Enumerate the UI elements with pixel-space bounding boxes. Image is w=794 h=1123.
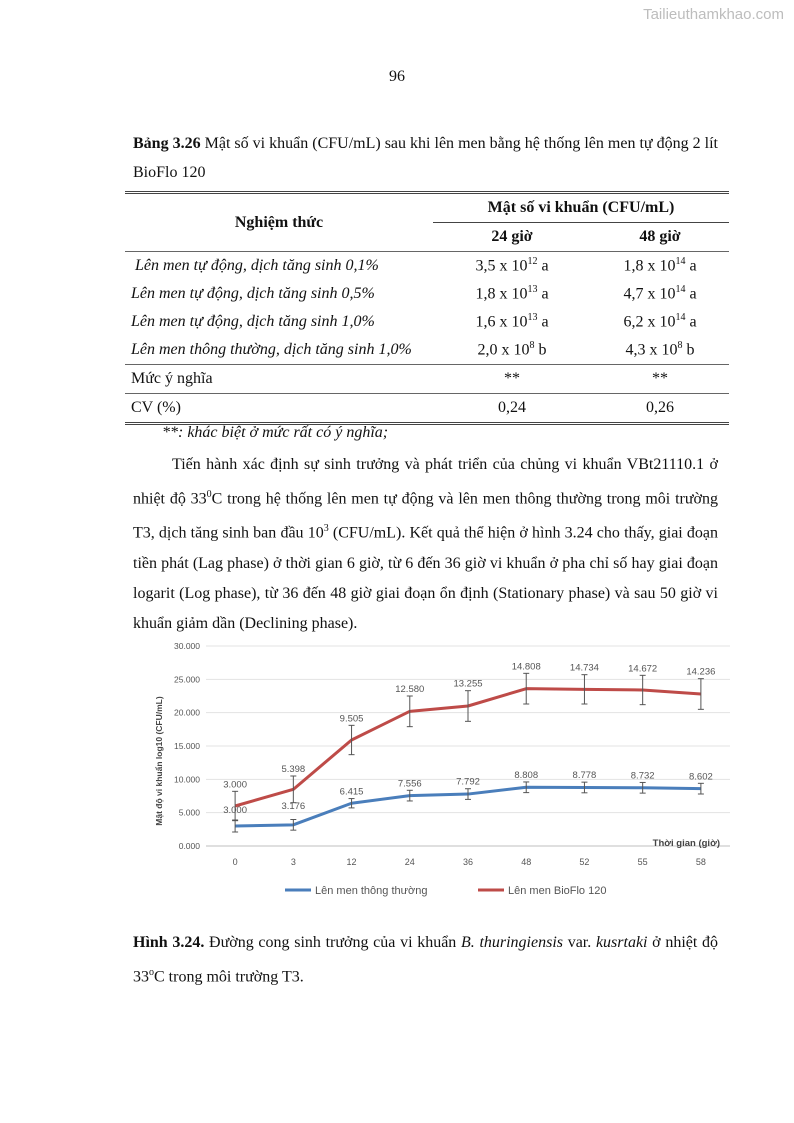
row-treatment: Lên men tự động, dịch tăng sinh 1,0% bbox=[131, 313, 375, 330]
legend-label-1: Lên men thông thường bbox=[315, 885, 428, 897]
table-row bbox=[125, 252, 729, 281]
data-label: 13.255 bbox=[453, 678, 483, 690]
x-tick-label: 36 bbox=[462, 857, 474, 867]
y-tick-label: 20.000 bbox=[174, 707, 200, 718]
data-label: 14.236 bbox=[686, 666, 716, 678]
para-sup1: 0 bbox=[206, 489, 212, 500]
chart-legend bbox=[285, 885, 606, 897]
row-treatment: Lên men thông thường, dịch tăng sinh 1,0% bbox=[131, 341, 412, 358]
data-label: 14.672 bbox=[628, 663, 658, 675]
data-label: 3.000 bbox=[223, 779, 248, 791]
data-label: 6.415 bbox=[339, 786, 364, 798]
y-axis-label: Mật độ vi khuẩn log10 (CFU/mL) bbox=[154, 696, 164, 826]
cv-row bbox=[125, 394, 729, 424]
figure-text2: var. bbox=[563, 934, 596, 951]
figure-text4: C trong môi trường T3. bbox=[154, 968, 304, 986]
row-value-24h: 1,8 x $10^{13}$ a bbox=[475, 284, 549, 303]
figure-variety: kusrtaki bbox=[595, 934, 648, 951]
significance-row bbox=[125, 365, 729, 394]
data-label: 7.792 bbox=[456, 776, 480, 788]
row-value-24h: 1,6 x $10^{13}$ a bbox=[475, 312, 549, 331]
cv-48: 0,26 bbox=[591, 394, 729, 424]
watermark: Tailieuthamkhao.com bbox=[643, 6, 784, 23]
para-part1: Tiến hành xác định sự sinh trưởng và phát triển của chủng vi khuẩn VBt21110.1 ở nhiệt độ 33 bbox=[133, 456, 718, 508]
y-tick-label: 25.000 bbox=[174, 674, 200, 685]
data-table bbox=[125, 191, 729, 425]
y-tick-label: 10.000 bbox=[174, 774, 200, 785]
significance-label: Mức ý nghĩa bbox=[125, 365, 433, 394]
data-label: 3.176 bbox=[281, 800, 306, 812]
table-caption-label: Bảng 3.26 bbox=[133, 135, 201, 152]
col-treatment: Nghiệm thức bbox=[125, 193, 433, 252]
figure-label: Hình 3.24. bbox=[133, 934, 205, 951]
cv-label: CV (%) bbox=[125, 394, 433, 424]
y-tick-label: 0.000 bbox=[178, 841, 200, 851]
table-row bbox=[125, 280, 729, 308]
table-footnote: **: khác biệt ở mức rất có ý nghĩa; bbox=[162, 424, 389, 441]
data-label: 8.602 bbox=[688, 771, 713, 783]
y-tick-label: 5.000 bbox=[178, 807, 200, 818]
figure-text3: ở nhiệt độ 33 bbox=[133, 934, 718, 986]
x-tick-label: 52 bbox=[579, 857, 590, 867]
figure-caption bbox=[133, 928, 718, 992]
x-tick-label: 55 bbox=[637, 857, 648, 867]
table-caption bbox=[133, 129, 718, 187]
growth-chart bbox=[148, 636, 738, 906]
row-value-48h: 1,8 x $10^{14}$ a bbox=[591, 252, 729, 281]
x-tick-label: 3 bbox=[290, 857, 296, 867]
figure-sup: o bbox=[149, 967, 154, 978]
row-value-48h: 6,2 x $10^{14}$ a bbox=[623, 312, 697, 331]
x-tick-label: 58 bbox=[695, 857, 706, 867]
row-value-48h: 4,7 x $10^{14}$ a bbox=[623, 284, 697, 303]
x-tick-label: 12 bbox=[346, 857, 357, 867]
table-row bbox=[125, 336, 729, 365]
body-paragraph bbox=[133, 450, 718, 639]
data-label: 7.556 bbox=[397, 778, 422, 790]
figure-species: B. thuringiensis bbox=[460, 934, 564, 951]
x-tick-label: 0 bbox=[232, 857, 238, 867]
y-tick-label: 30.000 bbox=[174, 641, 200, 651]
significance-24: ** bbox=[433, 365, 591, 394]
data-label: 9.505 bbox=[339, 713, 364, 725]
x-tick-label: 24 bbox=[404, 857, 415, 867]
data-label: 8.732 bbox=[630, 770, 655, 782]
page-number: 96 bbox=[389, 68, 405, 85]
para-part3: (CFU/mL). Kết quả thể hiện ở hình 3.24 cho thấy, giai đoạn tiền phát (Lag phase) ở thời gian 6 giờ, từ 6 đến 36 giờ vi khuẩn ở pha chỉ số hay giai đoạn logarit (Log phase), từ 36 đến 48 giờ giai đoạn ổn định (Stationary phase) và sau 50 giờ vi khuẩn giảm dần (Declining phase). bbox=[133, 524, 718, 632]
data-label: 8.778 bbox=[572, 770, 597, 782]
x-axis-label: Thời gian (giờ) bbox=[652, 838, 720, 849]
data-label: 12.580 bbox=[395, 684, 425, 695]
row-value-24h: 2,0 x $10^8$ b bbox=[477, 340, 547, 359]
row-treatment: Lên men tự động, dịch tăng sinh 0,5% bbox=[131, 285, 375, 302]
cv-24: 0,24 bbox=[433, 394, 591, 424]
data-label: 14.734 bbox=[569, 662, 599, 674]
row-value-48h: 4,3 x $10^8$ b bbox=[625, 340, 695, 359]
data-label: 8.808 bbox=[514, 769, 539, 781]
row-treatment: Lên men tự động, dịch tăng sinh 0,1% bbox=[125, 252, 433, 281]
data-label: 5.398 bbox=[281, 764, 306, 775]
figure-text1: Đường cong sinh trưởng của vi khuẩn bbox=[204, 934, 461, 951]
legend-label-2: Lên men BioFlo 120 bbox=[508, 885, 607, 897]
col-group: Mật số vi khuẩn (CFU/mL) bbox=[433, 193, 729, 223]
significance-48: ** bbox=[591, 365, 729, 394]
y-tick-label: 15.000 bbox=[174, 741, 200, 751]
table-row bbox=[125, 308, 729, 336]
data-label: 3.000 bbox=[223, 805, 248, 816]
data-label: 14.808 bbox=[511, 661, 541, 673]
para-part2: C trong hệ thống lên men tự động và lên men thông thường trong môi trường T3, dịch tăng sinh ban đầu 10 bbox=[133, 490, 718, 542]
col-24h: 24 giờ bbox=[491, 228, 533, 245]
col-48h: 48 giờ bbox=[639, 228, 681, 245]
x-tick-label: 48 bbox=[521, 857, 532, 867]
row-value-24h: 3,5 x $10^{12}$ a bbox=[433, 252, 591, 281]
para-sup2: 3 bbox=[323, 523, 329, 535]
table-caption-text: Mật số vi khuẩn (CFU/mL) sau khi lên men bằng hệ thống lên men tự động 2 lít BioFlo 120 bbox=[133, 135, 718, 181]
